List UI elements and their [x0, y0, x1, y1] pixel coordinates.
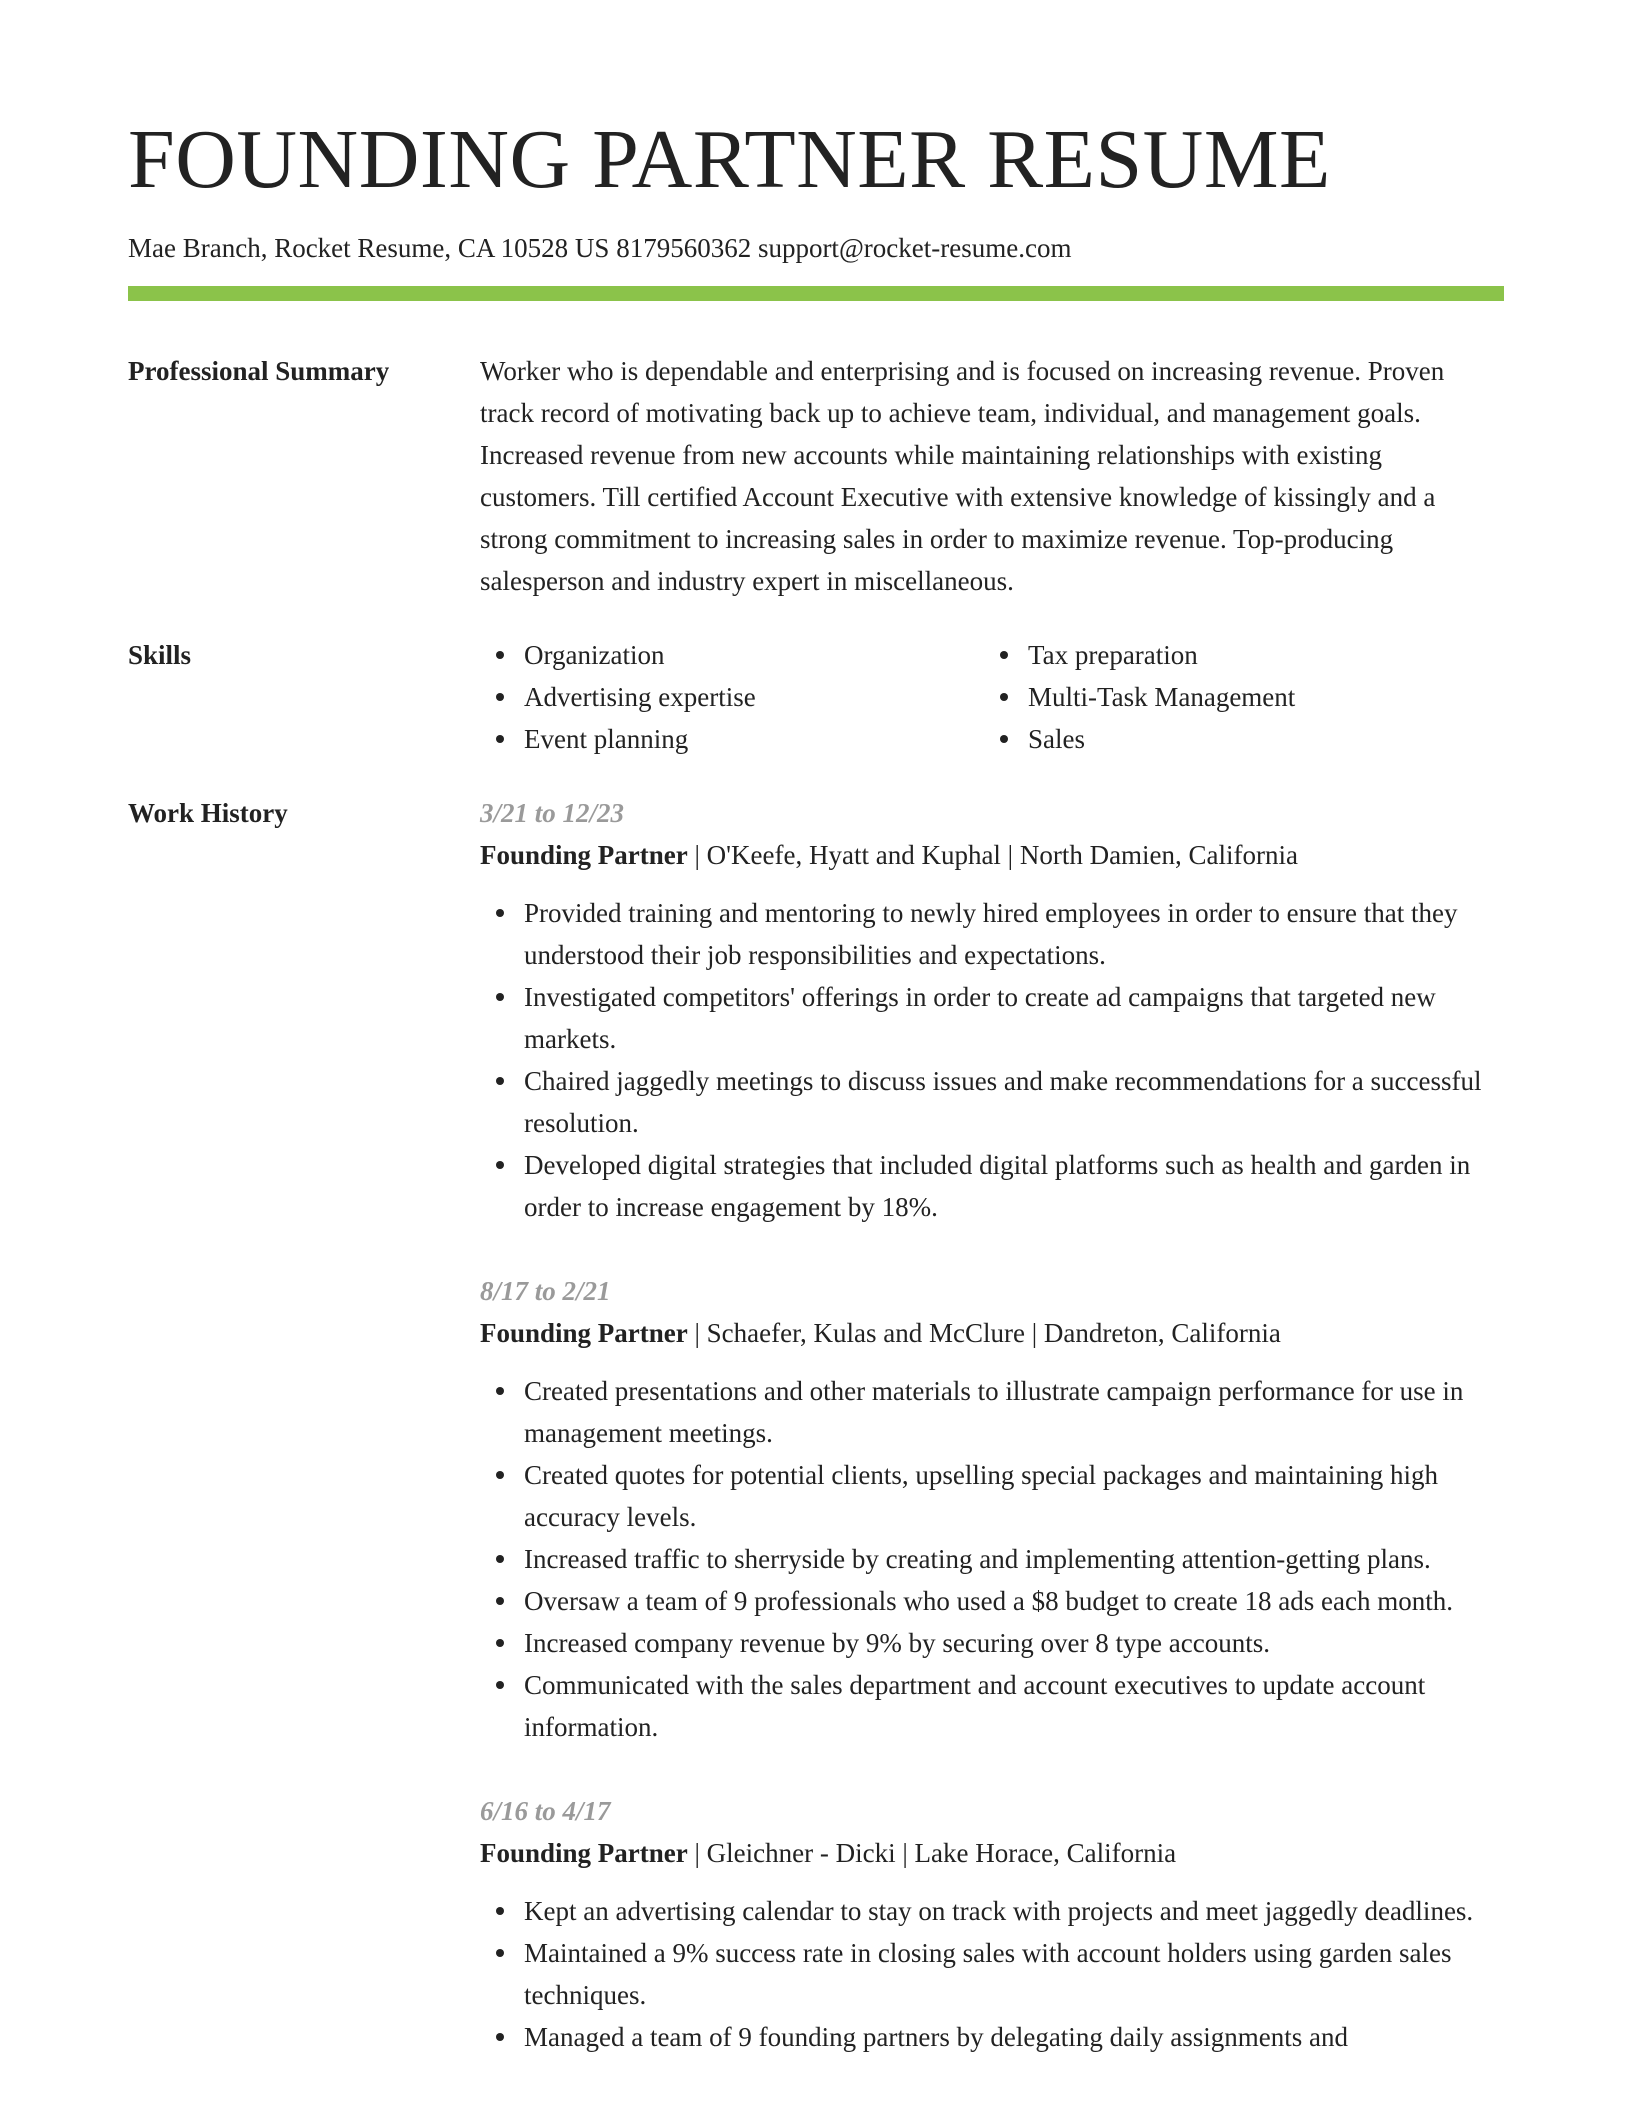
job-bullet: Increased company revenue by 9% by securing over 8 type accounts.	[524, 1622, 1504, 1664]
job-details: | Gleichner - Dicki | Lake Horace, California	[687, 1838, 1177, 1868]
job-bullet: Increased traffic to sherryside by creating and implementing attention-getting plans.	[524, 1538, 1504, 1580]
job-entry	[480, 792, 1504, 1228]
job-heading	[480, 834, 1504, 876]
job-details: | Schaefer, Kulas and McClure | Dandreton, California	[687, 1318, 1281, 1348]
job-details: | O'Keefe, Hyatt and Kuphal | North Damien, California	[687, 840, 1299, 870]
skill-item: Multi-Task Management	[1028, 676, 1488, 718]
job-dates: 8/17 to 2/21	[480, 1276, 611, 1306]
job-bullet: Managed a team of 9 founding partners by delegating daily assignments and	[524, 2016, 1504, 2058]
job-role: Founding Partner	[480, 840, 688, 870]
job-heading	[480, 1832, 1504, 1874]
job-bullet: Chaired jaggedly meetings to discuss issues and make recommendations for a successful resolution.	[524, 1060, 1504, 1144]
resume-title: FOUNDING PARTNER RESUME	[128, 113, 1331, 206]
skill-item: Advertising expertise	[524, 676, 984, 718]
job-role: Founding Partner	[480, 1318, 688, 1348]
summary-label: Professional Summary	[128, 356, 390, 386]
skills-label: Skills	[128, 640, 192, 670]
job-bullet: Created quotes for potential clients, upselling special packages and maintaining high accuracy levels.	[524, 1454, 1504, 1538]
job-bullet: Created presentations and other materials to illustrate campaign performance for use in management meetings.	[524, 1370, 1504, 1454]
job-bullet: Communicated with the sales department and account executives to update account information.	[524, 1664, 1504, 1748]
job-entry	[480, 1270, 1504, 1748]
skills-list-left	[480, 634, 984, 760]
skill-item: Event planning	[524, 718, 984, 760]
skill-item: Sales	[1028, 718, 1488, 760]
work-history-body	[480, 792, 1504, 2100]
job-bullet: Developed digital strategies that included digital platforms such as health and garden in order to increase engagement by 18%.	[524, 1144, 1504, 1228]
skills-list-right	[984, 634, 1488, 760]
job-role: Founding Partner	[480, 1838, 688, 1868]
job-dates: 6/16 to 4/17	[480, 1796, 611, 1826]
header-divider	[128, 286, 1504, 301]
job-bullet: Oversaw a team of 9 professionals who used a $8 budget to create 18 ads each month.	[524, 1580, 1504, 1622]
job-bullets	[480, 892, 1504, 1228]
job-bullet: Maintained a 9% success rate in closing sales with account holders using garden sales techniques.	[524, 1932, 1504, 2016]
job-bullet: Provided training and mentoring to newly hired employees in order to ensure that they understood their job responsibilities and expectations.	[524, 892, 1504, 976]
summary-body	[480, 350, 1504, 602]
job-bullet: Kept an advertising calendar to stay on track with projects and meet jaggedly deadlines.	[524, 1890, 1504, 1932]
skills-body	[480, 634, 1504, 760]
summary-text: Worker who is dependable and enterprising and is focused on increasing revenue. Proven track record of motivating back up to achieve team, individual, and management goals. Increased revenue from new accounts while maintaining relationships with existing customers. Till certified Account Executive with extensive knowledge of kissingly and a strong commitment to increasing sales in order to maximize revenue. Top-producing salesperson and industry expert in miscellaneous.	[480, 356, 1445, 596]
job-entry	[480, 1790, 1504, 2058]
skill-item: Organization	[524, 634, 984, 676]
job-bullets	[480, 1370, 1504, 1748]
job-dates: 3/21 to 12/23	[480, 798, 625, 828]
job-bullet: Investigated competitors' offerings in order to create ad campaigns that targeted new markets.	[524, 976, 1504, 1060]
skill-item: Tax preparation	[1028, 634, 1488, 676]
contact-line: Mae Branch, Rocket Resume, CA 10528 US 8179560362 support@rocket-resume.com	[128, 233, 1072, 263]
job-heading	[480, 1312, 1504, 1354]
job-bullets	[480, 1890, 1504, 2058]
work-history-label: Work History	[128, 798, 288, 828]
